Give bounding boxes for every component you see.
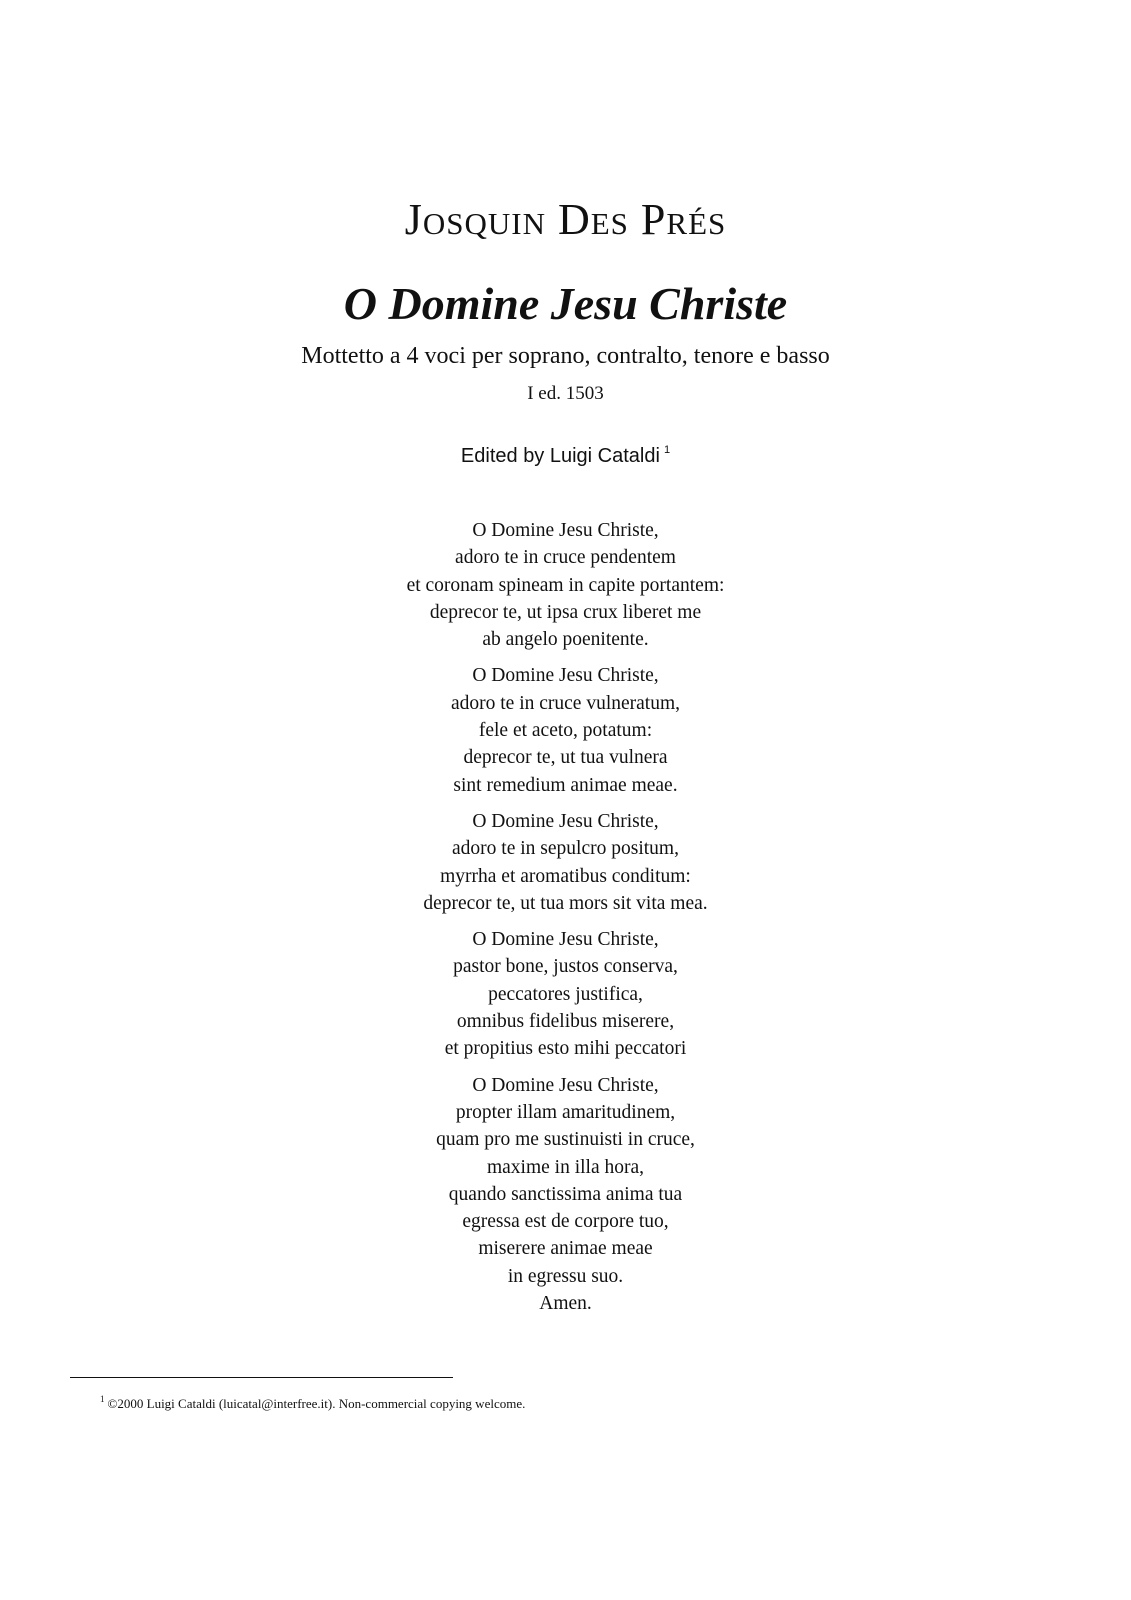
verse-line: et propitius esto mihi peccatori — [444, 1038, 687, 1060]
verse-line: omnibus fidelibus miserere, — [456, 1011, 675, 1033]
verse-line: ab angelo poenitente. — [482, 629, 649, 651]
verse-line: O Domine Jesu Christe, — [472, 520, 659, 541]
verse-line: O Domine Jesu Christe, — [472, 665, 659, 687]
verse-line: adoro te in cruce vulneratum, — [450, 692, 681, 714]
footnote-reference: 1 — [663, 444, 671, 456]
verse-line: peccatores justifica, — [488, 983, 643, 1005]
verse-line: myrrha et aromatibus conditum: — [440, 865, 691, 887]
composer-name: Josquin Des Prés — [404, 195, 727, 244]
stanza — [0, 808, 1131, 917]
stanza — [0, 517, 1131, 653]
edition-note: I ed. 1503 — [527, 383, 604, 404]
poem-text — [0, 517, 1131, 1326]
verse-line: adoro te in cruce pendentem — [455, 547, 676, 569]
verse-line: Amen. — [539, 1293, 592, 1315]
verse-line: propter illam amaritudinem, — [455, 1101, 676, 1123]
footnote-mark: 1 — [100, 1394, 105, 1404]
footnote-text: ©2000 Luigi Cataldi (luicatal@interfree.it). Non-commercial copying welcome. — [107, 1396, 526, 1411]
verse-line: quam pro me sustinuisti in cruce, — [436, 1129, 695, 1151]
verse-line: in egressu suo. — [507, 1265, 624, 1287]
verse-line: O Domine Jesu Christe, — [472, 1074, 659, 1096]
verse-line: sint remedium animae meae. — [453, 774, 678, 796]
piece-title: O Domine Jesu Christe — [343, 278, 788, 329]
stanza — [0, 1072, 1131, 1318]
piece-subtitle: Mottetto a 4 voci per soprano, contralto, tenore e basso — [301, 343, 830, 369]
stanza — [0, 926, 1131, 1062]
editor-credit — [0, 436, 1131, 470]
footnote — [100, 1390, 525, 1413]
verse-line: O Domine Jesu Christe, — [472, 810, 659, 832]
verse-line: et coronam spineam in capite portantem: — [406, 574, 725, 596]
verse-line: O Domine Jesu Christe, — [472, 929, 659, 951]
verse-line: deprecor te, ut ipsa crux liberet me — [429, 601, 702, 623]
verse-line: fele et aceto, potatum: — [478, 720, 653, 742]
footnote-divider — [70, 1377, 453, 1378]
stanza — [0, 662, 1131, 798]
verse-line: pastor bone, justos conserva, — [453, 956, 678, 978]
verse-line: deprecor te, ut tua vulnera — [463, 747, 668, 769]
verse-line: egressa est de corpore tuo, — [462, 1211, 669, 1233]
editor-text: Edited by Luigi Cataldi — [460, 445, 660, 467]
verse-line: deprecor te, ut tua mors sit vita mea. — [423, 892, 708, 914]
verse-line: maxime in illa hora, — [486, 1156, 645, 1178]
verse-line: miserere animae meae — [478, 1238, 653, 1260]
verse-line: quando sanctissima anima tua — [448, 1183, 683, 1205]
verse-line: adoro te in sepulcro positum, — [452, 838, 679, 860]
